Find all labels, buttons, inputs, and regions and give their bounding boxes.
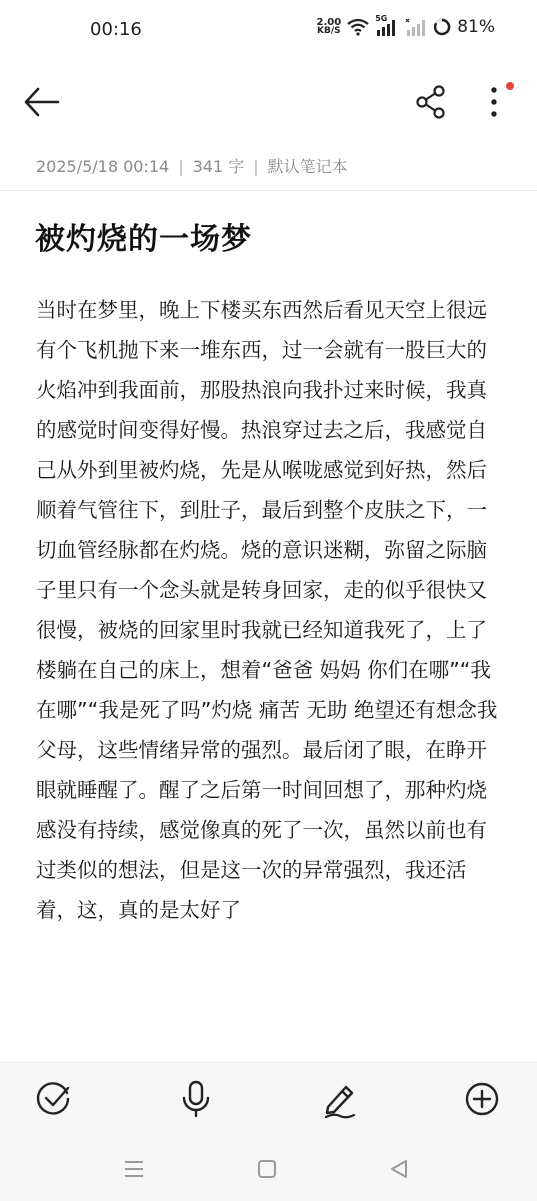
add-button[interactable]	[462, 1079, 502, 1119]
network-label: 5G	[375, 14, 388, 23]
divider	[0, 190, 537, 191]
arrow-left-icon	[22, 86, 62, 118]
nav-back-button[interactable]	[387, 1157, 411, 1181]
signal-secondary-icon	[405, 18, 427, 36]
notification-dot	[506, 82, 514, 90]
nav-recents-button[interactable]	[122, 1157, 146, 1181]
square-icon	[255, 1157, 279, 1181]
plus-circle-icon	[462, 1079, 502, 1119]
share-button[interactable]	[414, 84, 448, 120]
share-icon	[414, 84, 448, 120]
meta-separator: |	[178, 157, 184, 176]
meta-separator: |	[253, 157, 259, 176]
app-bar	[0, 62, 537, 142]
status-indicators	[316, 14, 495, 37]
status-time: 00:16	[90, 19, 142, 40]
back-button[interactable]	[22, 86, 62, 118]
net-speed-unit: KB/S	[317, 26, 341, 36]
triangle-back-icon	[387, 1157, 411, 1181]
voice-button[interactable]	[176, 1079, 216, 1119]
checklist-button[interactable]	[34, 1079, 74, 1119]
net-speed	[317, 18, 342, 36]
note-title[interactable]: 被灼烧的一场梦	[35, 222, 252, 257]
note-datetime: 2025/5/18 00:14	[36, 157, 170, 176]
pen-icon	[320, 1079, 360, 1119]
notebook-name[interactable]: 默认笔记本	[267, 157, 348, 176]
status-bar	[0, 0, 537, 62]
note-word-count: 341 字	[192, 157, 245, 176]
nav-home-button[interactable]	[255, 1157, 279, 1181]
handwrite-button[interactable]	[320, 1079, 360, 1119]
more-vertical-icon	[482, 84, 506, 120]
battery-icon	[433, 18, 451, 36]
microphone-icon	[176, 1079, 216, 1119]
net-speed-value: 2.00	[316, 17, 342, 28]
signal-5g-icon	[375, 14, 399, 36]
check-circle-icon	[34, 1079, 74, 1119]
wifi-icon	[347, 18, 369, 36]
note-meta	[36, 154, 348, 177]
menu-lines-icon	[122, 1157, 146, 1181]
battery-percent: 81%	[457, 17, 495, 37]
bottom-toolbar	[0, 1062, 537, 1201]
more-button[interactable]	[482, 84, 506, 120]
note-body[interactable]: 当时在梦里，晚上下楼买东西然后看见天空上很远有个飞机抛下来一堆东西，过一会就有一股巨大的火焰冲到我面前，那股热浪向我扑过来时候，我真的感觉时间变得好慢。热浪穿过去之后，我感觉自己从外到里被灼烧，先是从喉咙感觉到好热，然后顺着气管往下，到肚子，最后到整个皮肤之下，一切血管经脉都在灼烧。烧的意识迷糊，弥留之际脑子里只有一个念头就是转身回家，走的似乎很快又很慢，被烧的回家里时我就已经知道我死了，上了楼躺在自己的床上，想着“爸爸 妈妈 你们在哪”“我在哪”“我是死了吗”灼烧 痛苦 无助 绝望还有想念我父母，这些情绪异常的强烈。最后闭了眼，在睁开眼就睡醒了。醒了之后第一时间回想了，那种灼烧感没有持续，感觉像真的死了一次，虽然以前也有过类似的想法，但是这一次的异常强烈，我还活着，这，真的是太好了	[36, 298, 498, 922]
